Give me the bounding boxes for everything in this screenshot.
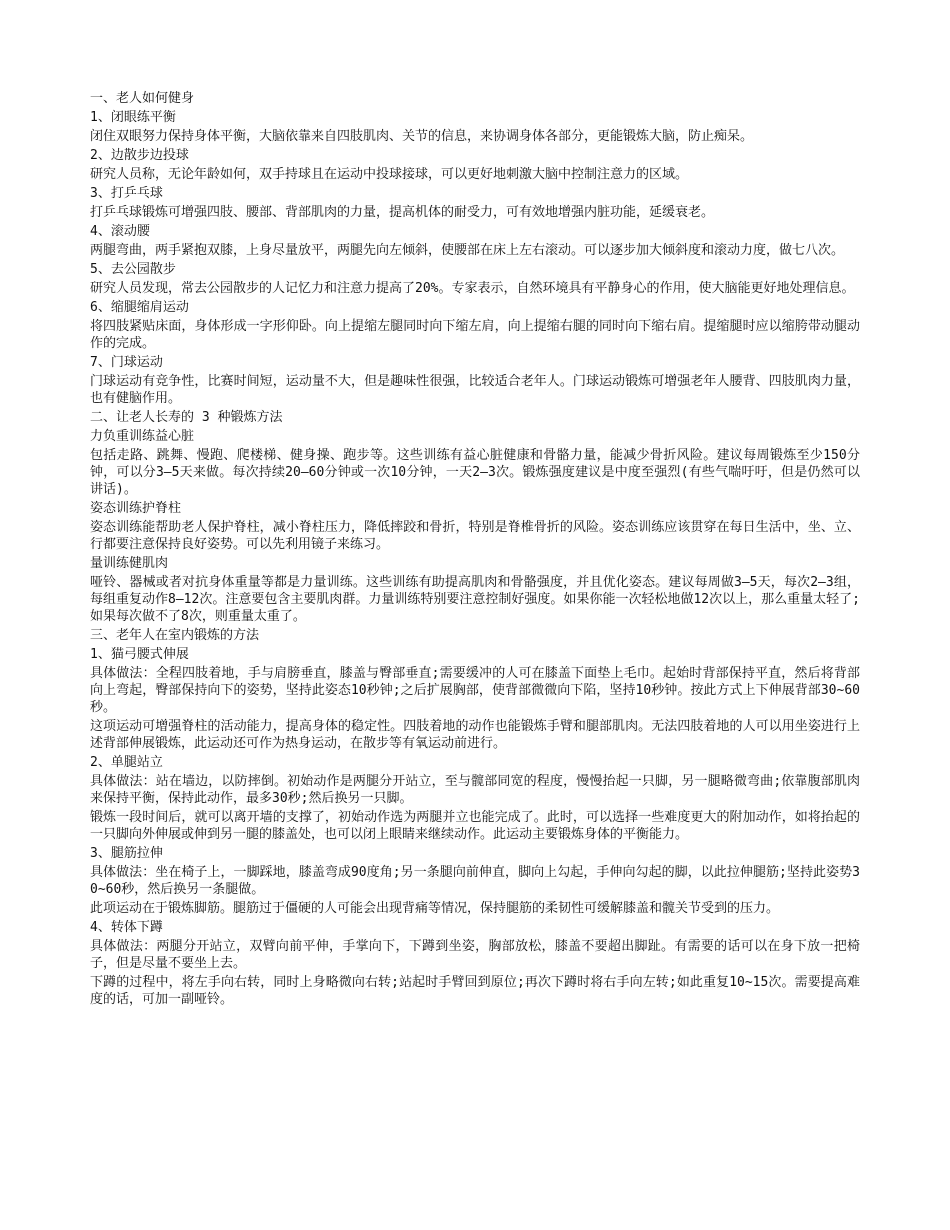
paragraph: 具体做法：全程四肢着地，手与肩膀垂直，膝盖与臀部垂直;需要缓冲的人可在膝盖下面垫上毛巾。起始时背部保持平直，然后将背部向上弯起，臀部保持向下的姿势，坚持此姿态10秒钟;之后扩展胸部，使背部微微向下陷，坚持10秒钟。按此方式上下伸展背部30~60秒。 (90, 666, 860, 715)
item-heading: 4、转体下蹲 (90, 920, 163, 935)
paragraph: 将四肢紧贴床面，身体形成一字形仰卧。向上提缩左腿同时向下缩左肩，向上提缩右腿的同时向下缩右肩。提缩腿时应以缩胯带动腿动作的完成。 (90, 319, 860, 351)
item-heading: 3、打乒乓球 (90, 186, 163, 201)
paragraph: 具体做法：站在墙边，以防摔倒。初始动作是两腿分开站立，至与髋部同宽的程度，慢慢抬起一只脚，另一腿略微弯曲;依靠腹部肌肉来保持平衡，保持此动作，最多30秒;然后换另一只脚。 (90, 774, 860, 806)
item-heading: 6、缩腿缩肩运动 (90, 300, 189, 315)
paragraph: 姿态训练能帮助老人保护脊柱，减小脊柱压力，降低摔跤和骨折，特别是脊椎骨折的风险。姿态训练应该贯穿在每日生活中，坐、立、行都要注意保持良好姿势。可以先利用镜子来练习。 (90, 520, 860, 552)
item-heading: 7、门球运动 (90, 355, 163, 370)
paragraph: 哑铃、器械或者对抗身体重量等都是力量训练。这些训练有助提高肌肉和骨骼强度，并且优化姿态。建议每周做3—5天，每次2—3组，每组重复动作8—12次。注意要包含主要肌肉群。力量训练特别要注意控制好强度。如果你能一次轻松地做12次以上，那么重量太轻了;如果每次做不了8次，则重量太重了。 (90, 575, 860, 624)
section-heading: 三、老年人在室内锻炼的方法 (90, 628, 260, 643)
item-heading: 5、去公园散步 (90, 262, 176, 277)
item-heading: 量训练健肌肉 (90, 556, 169, 571)
paragraph: 门球运动有竞争性，比赛时间短，运动量不大，但是趣味性很强，比较适合老年人。门球运动锻炼可增强老年人腰背、四肢肌肉力量，也有健脑作用。 (90, 374, 860, 406)
item-heading: 3、腿筋拉伸 (90, 846, 163, 861)
paragraph: 包括走路、跳舞、慢跑、爬楼梯、健身操、跑步等。这些训练有益心脏健康和骨骼力量，能减少骨折风险。建议每周锻炼至少150分钟，可以分3—5天来做。每次持续20—60分钟或一次10分钟，一天2—3次。锻炼强度建议是中度至强烈(有些气喘吁吁，但是仍然可以讲话)。 (90, 448, 860, 497)
paragraph: 两腿弯曲，两手紧抱双膝，上身尽量放平，两腿先向左倾斜，使腰部在床上左右滚动。可以逐步加大倾斜度和滚动力度，做七八次。 (90, 243, 845, 258)
paragraph: 研究人员发现，常去公园散步的人记忆力和注意力提高了20%。专家表示，自然环境具有平静身心的作用，使大脑能更好地处理信息。 (90, 281, 855, 296)
section-heading: 二、让老人长寿的 3 种锻炼方法 (90, 410, 283, 425)
paragraph: 具体做法：坐在椅子上，一脚踩地，膝盖弯成90度角;另一条腿向前伸直，脚向上勾起，手伸向勾起的脚，以此拉伸腿筋;坚持此姿势30~60秒，然后换另一条腿做。 (90, 865, 860, 897)
paragraph: 下蹲的过程中，将左手向右转，同时上身略微向右转;站起时手臂回到原位;再次下蹲时将右手向左转;如此重复10~15次。需要提高难度的话，可加一副哑铃。 (90, 975, 860, 1007)
paragraph: 锻炼一段时间后，就可以离开墙的支撑了，初始动作选为两腿并立也能完成了。此时，可以选择一些难度更大的附加动作，如将抬起的一只脚向外伸展或伸到另一腿的膝盖处，也可以闭上眼睛来继续动作。此运动主要锻炼身体的平衡能力。 (90, 810, 860, 842)
paragraph: 打乒乓球锻炼可增强四肢、腰部、背部肌肉的力量，提高机体的耐受力，可有效地增强内脏功能，延缓衰老。 (90, 205, 715, 220)
paragraph: 此项运动在于锻炼脚筋。腿筋过于僵硬的人可能会出现背痛等情况，保持腿筋的柔韧性可缓解膝盖和髋关节受到的压力。 (90, 901, 780, 916)
item-heading: 2、单腿站立 (90, 755, 163, 770)
item-heading: 1、猫弓腰式伸展 (90, 647, 189, 662)
paragraph: 具体做法：两腿分开站立，双臂向前平伸，手掌向下，下蹲到坐姿，胸部放松，膝盖不要超出脚趾。有需要的话可以在身下放一把椅子，但是尽量不要坐上去。 (90, 939, 860, 971)
item-heading: 姿态训练护脊柱 (90, 501, 182, 516)
document-body (90, 90, 860, 1010)
item-heading: 1、闭眼练平衡 (90, 110, 176, 125)
item-heading: 4、滚动腰 (90, 224, 150, 239)
item-heading: 2、边散步边投球 (90, 148, 189, 163)
paragraph: 这项运动可增强脊柱的活动能力，提高身体的稳定性。四肢着地的动作也能锻炼手臂和腿部肌肉。无法四肢着地的人可以用坐姿进行上述背部伸展锻炼，此运动还可作为热身运动，在散步等有氧运动前进行。 (90, 719, 860, 751)
paragraph: 闭住双眼努力保持身体平衡，大脑依靠来自四肢肌肉、关节的信息，来协调身体各部分，更能锻炼大脑，防止痴呆。 (90, 129, 754, 144)
section-heading: 一、老人如何健身 (90, 91, 195, 106)
paragraph: 研究人员称，无论年龄如何，双手持球且在运动中投球接球，可以更好地刺激大脑中控制注意力的区域。 (90, 167, 689, 182)
item-heading: 力负重训练益心脏 (90, 429, 195, 444)
